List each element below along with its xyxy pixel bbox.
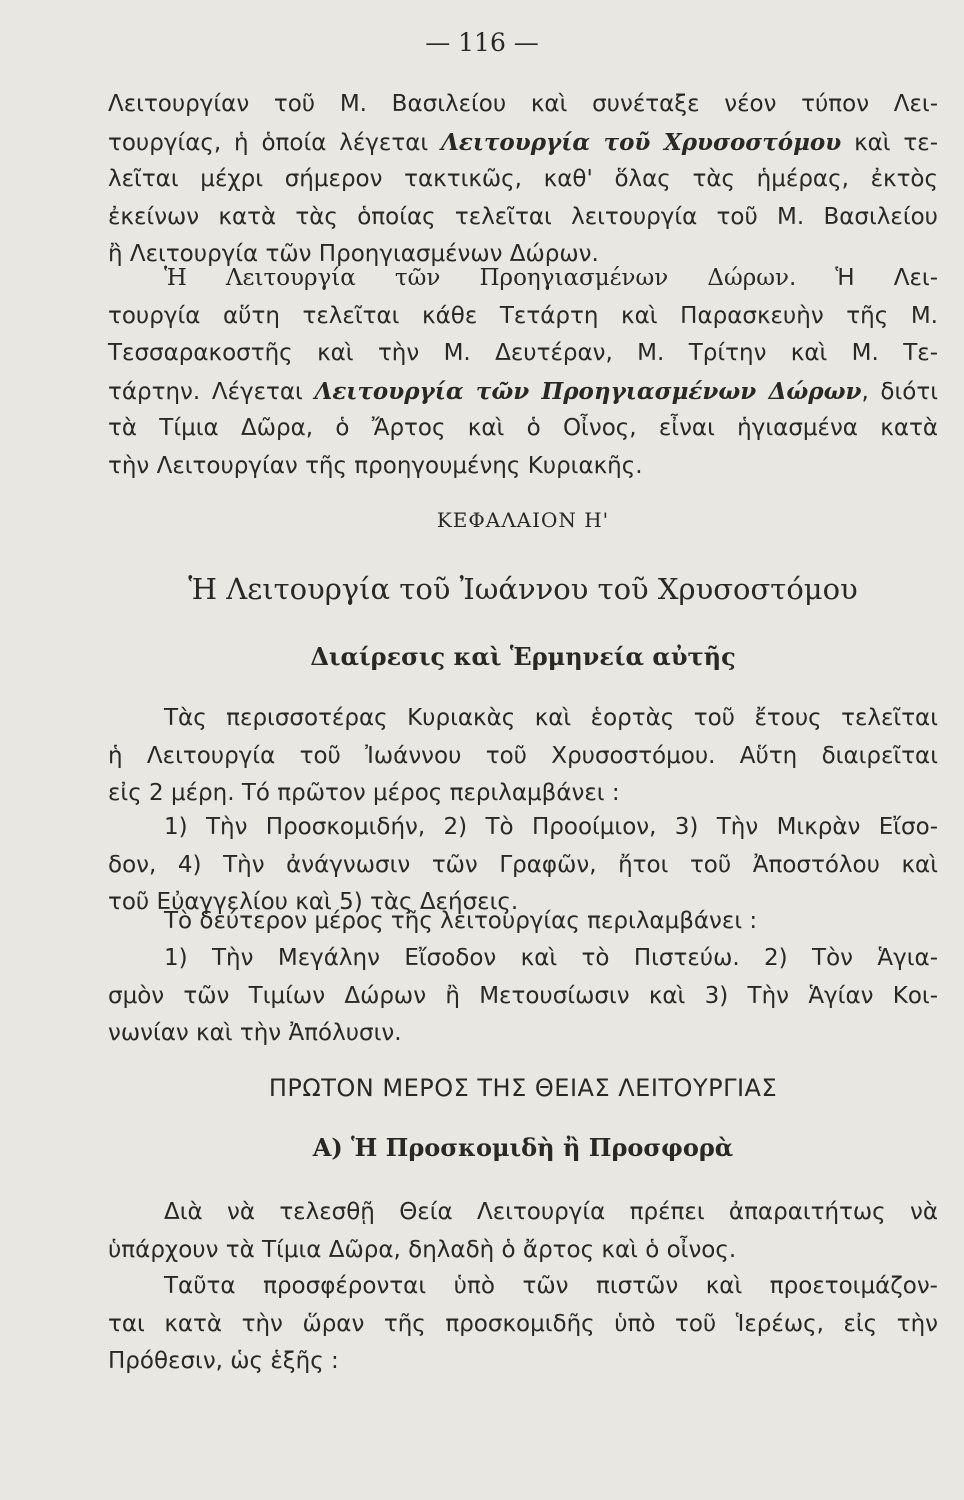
- text-line: ὑπάρχουν τὰ Τίμια Δῶρα, δηλαδὴ ὁ ἄρτος καὶ ὁ οἶνος.: [108, 1236, 737, 1263]
- text-line: νωνίαν καὶ τὴν Ἀπόλυσιν.: [108, 1020, 402, 1046]
- text-line: ἢ Λειτουργία τῶν Προηγιασμένων Δώρων.: [108, 241, 599, 267]
- text-line: Διὰ νὰ τελεσθῇ Θεία Λειτουργία πρέπει ἀπαραιτήτως νὰ: [164, 1199, 938, 1225]
- text-line: 1) Τὴν Μεγάλην Εἴσοδον καὶ τὸ Πιστεύω. 2) Τὸν Ἁγια-: [164, 945, 938, 971]
- part-heading: ΠΡΩΤΟΝ ΜΕΡΟΣ ΤΗΣ ΘΕΙΑΣ ΛΕΙΤΟΥΡΓΙΑΣ: [268, 1074, 778, 1102]
- paragraph-6: [108, 940, 938, 1053]
- text-line: δον, 4) Τὴν ἀνάγνωσιν τῶν Γραφῶν, ἤτοι τοῦ Ἀποστόλου καὶ: [108, 851, 938, 878]
- text-line: ἡ Λειτουργία τοῦ Ἰωάννου τοῦ Χρυσοστόμου. Αὕτη διαιρεῖται: [108, 742, 938, 769]
- page-number: — 116 —: [425, 28, 539, 57]
- chapter-label: ΚΕΦΑΛΑΙΟΝ Η': [436, 508, 610, 532]
- text-line: τουργία αὕτη τελεῖται κάθε Τετάρτη καὶ Παρασκευὴν τῆς Μ.: [108, 302, 938, 329]
- text-line: Τὰς περισσοτέρας Κυριακὰς καὶ ἑορτὰς τοῦ ἔτους τελεῖται: [164, 705, 938, 731]
- text-line: τοῦ Εὐαγγελίου καὶ 5) τὰς Δεήσεις.: [108, 889, 519, 915]
- text-line: Τεσσαρακοστῆς καὶ τὴν Μ. Δευτέραν, Μ. Τρίτην καὶ Μ. Τε-: [108, 340, 938, 366]
- text-line: τουργίας, ἡ ὁποία λέγεται Λειτουργία τοῦ Χρυσοστόμου καὶ τε-: [108, 128, 939, 156]
- chapter-subtitle: Διαίρεσις καὶ Ἑρμηνεία αὐτῆς: [310, 642, 736, 671]
- text-line: Ἡ Λειτουργία τῶν Προηγιασμένων Δώρων. Ἡ Λει-: [164, 265, 938, 291]
- chapter-title: Ἡ Λειτουργία τοῦ Ἰωάννου τοῦ Χρυσοστόμου: [188, 572, 858, 606]
- paragraph-1: [108, 86, 938, 274]
- text-line: ται κατὰ τὴν ὥραν τῆς προσκομιδῆς ὑπὸ τοῦ Ἱερέως, εἰς τὴν: [108, 1310, 938, 1337]
- text-line: Τὸ δεύτερον μέρος τῆς λειτουργίας περιλαμβάνει :: [164, 908, 758, 934]
- paragraph-3: [108, 700, 938, 813]
- emphasis-text: Λειτουργία τοῦ Χρυσοστόμου: [441, 128, 842, 156]
- emphasis-heading: Ἡ Λειτουργία τῶν Προηγιασμένων Δώρων: [164, 265, 790, 291]
- text-line: Ταῦτα προσφέρονται ὑπὸ τῶν πιστῶν καὶ προετοιμάζον-: [164, 1273, 938, 1299]
- text-line: σμὸν τῶν Τιμίων Δώρων ἢ Μετουσίωσιν καὶ 3) Τὴν Ἁγίαν Κοι-: [108, 982, 938, 1009]
- paragraph-2: [108, 260, 938, 485]
- text-line: ἐκείνων κατὰ τὰς ὁποίας τελεῖται λειτουργία τοῦ Μ. Βασιλείου: [108, 203, 938, 230]
- text-line: 1) Τὴν Προσκομιδήν, 2) Τὸ Προοίμιον, 3) Τὴν Μικρὰν Εἴσο-: [164, 814, 938, 840]
- text-line: τὰ Τίμια Δῶρα, ὁ Ἄρτος καὶ ὁ Οἶνος, εἶναι ἡγιασμένα κατὰ: [108, 415, 938, 441]
- text-line: Πρόθεσιν, ὡς ἑξῆς :: [108, 1348, 339, 1374]
- section-heading: Α) Ἡ Προσκομιδὴ ἢ Προσφορὰ: [312, 1133, 734, 1162]
- text-line: Λειτουργίαν τοῦ Μ. Βασιλείου καὶ συνέταξε νέον τύπον Λει-: [108, 91, 938, 117]
- paragraph-5: [108, 903, 938, 941]
- paragraph-7: [108, 1194, 938, 1269]
- emphasis-text: Λειτουργία τῶν Προηγιασμένων Δώρων: [314, 377, 862, 405]
- text-line: εἰς 2 μέρη. Τό πρῶτον μέρος περιλαμβάνει :: [108, 780, 620, 806]
- text-line: τάρτην. Λέγεται Λειτουργία τῶν Προηγιασμένων Δώρων, διότι: [108, 377, 938, 405]
- text-line: λεῖται μέχρι σήμερον τακτικῶς, καθ' ὅλας τὰς ἡμέρας, ἐκτὸς: [108, 166, 938, 192]
- text-line: τὴν Λειτουργίαν τῆς προηγουμένης Κυριακῆς.: [108, 452, 643, 479]
- paragraph-8: [108, 1268, 938, 1381]
